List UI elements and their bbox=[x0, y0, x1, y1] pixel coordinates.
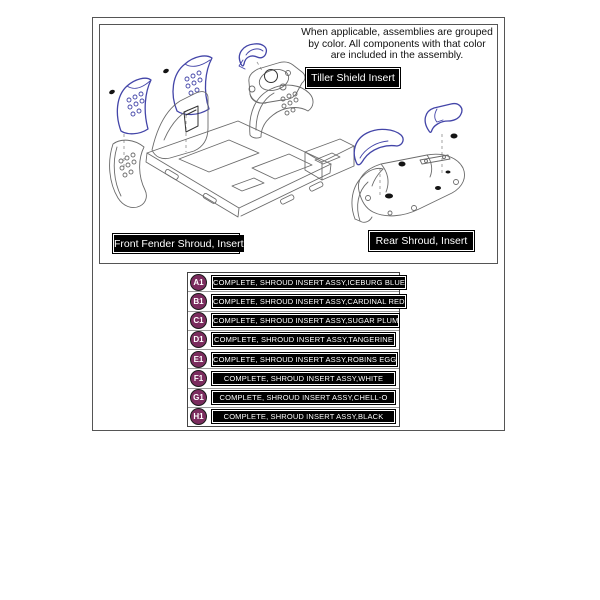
front-insert-right bbox=[173, 56, 212, 115]
part-description: COMPLETE, SHROUD INSERT ASSY,TANGERINE bbox=[214, 335, 393, 345]
table-row bbox=[188, 408, 399, 426]
ref-badge: F1 bbox=[190, 370, 207, 387]
part-description: COMPLETE, SHROUD INSERT ASSY,ICEBURG BLUE bbox=[213, 277, 406, 287]
label-text: Front Fender Shroud, Insert bbox=[114, 235, 244, 252]
table-row bbox=[188, 292, 405, 311]
table-row bbox=[188, 312, 399, 331]
part-description-plate bbox=[211, 390, 396, 405]
rear-shroud-label bbox=[368, 230, 475, 252]
part-description: COMPLETE, SHROUD INSERT ASSY,ROBINS EGG bbox=[213, 354, 397, 364]
ref-badge: G1 bbox=[190, 389, 207, 406]
ref-badge: C1 bbox=[190, 312, 207, 329]
part-description: COMPLETE, SHROUD INSERT ASSY,SUGAR PLUM bbox=[213, 316, 399, 326]
table-row bbox=[188, 350, 399, 369]
ref-badge: E1 bbox=[190, 351, 207, 368]
rear-shroud-body bbox=[352, 154, 465, 222]
part-description-plate bbox=[211, 371, 396, 386]
tiller-console bbox=[249, 62, 305, 103]
front-insert-left bbox=[117, 78, 151, 134]
tiller-shield-insert-part bbox=[239, 44, 266, 69]
part-description-plate bbox=[211, 313, 400, 328]
table-row bbox=[188, 389, 399, 408]
ref-badge: D1 bbox=[190, 331, 207, 348]
part-description-plate bbox=[211, 352, 398, 367]
note-line: When applicable, assemblies are grouped bbox=[301, 27, 493, 38]
part-description-plate bbox=[211, 409, 396, 424]
part-description: COMPLETE, SHROUD INSERT ASSY,CARDINAL RED bbox=[213, 296, 405, 306]
rear-shroud-diagram bbox=[352, 104, 465, 223]
rear-insert-left bbox=[354, 129, 403, 164]
fastener-dot bbox=[451, 134, 458, 139]
fastener-dot bbox=[399, 162, 406, 167]
ref-badge: A1 bbox=[190, 274, 207, 291]
chassis-body bbox=[110, 85, 354, 217]
label-text: Rear Shroud, Insert bbox=[370, 232, 473, 250]
table-row bbox=[188, 331, 399, 350]
ref-badge: H1 bbox=[190, 408, 207, 425]
grouping-note bbox=[300, 27, 494, 62]
table-row bbox=[188, 369, 399, 388]
ref-badge: B1 bbox=[190, 293, 207, 310]
front-fender-shroud-label bbox=[112, 233, 244, 254]
part-description: COMPLETE, SHROUD INSERT ASSY,WHITE bbox=[213, 373, 394, 384]
part-description-plate bbox=[211, 294, 407, 309]
part-description-plate bbox=[211, 332, 396, 347]
note-line: are included in the assembly. bbox=[330, 50, 464, 62]
table-row bbox=[188, 273, 406, 292]
tiller-shield-insert-label bbox=[305, 67, 401, 89]
part-description: COMPLETE, SHROUD INSERT ASSY,CHELL-O bbox=[213, 392, 394, 403]
part-description: COMPLETE, SHROUD INSERT ASSY,BLACK bbox=[213, 411, 394, 422]
fastener-dot bbox=[108, 89, 115, 95]
note-line: by color. All components with that color bbox=[308, 38, 486, 50]
parts-list bbox=[187, 272, 406, 427]
part-description-plate bbox=[211, 275, 407, 290]
fastener-dot bbox=[162, 68, 169, 74]
label-text: Tiller Shield Insert bbox=[307, 69, 399, 87]
rear-insert-right bbox=[425, 104, 462, 133]
